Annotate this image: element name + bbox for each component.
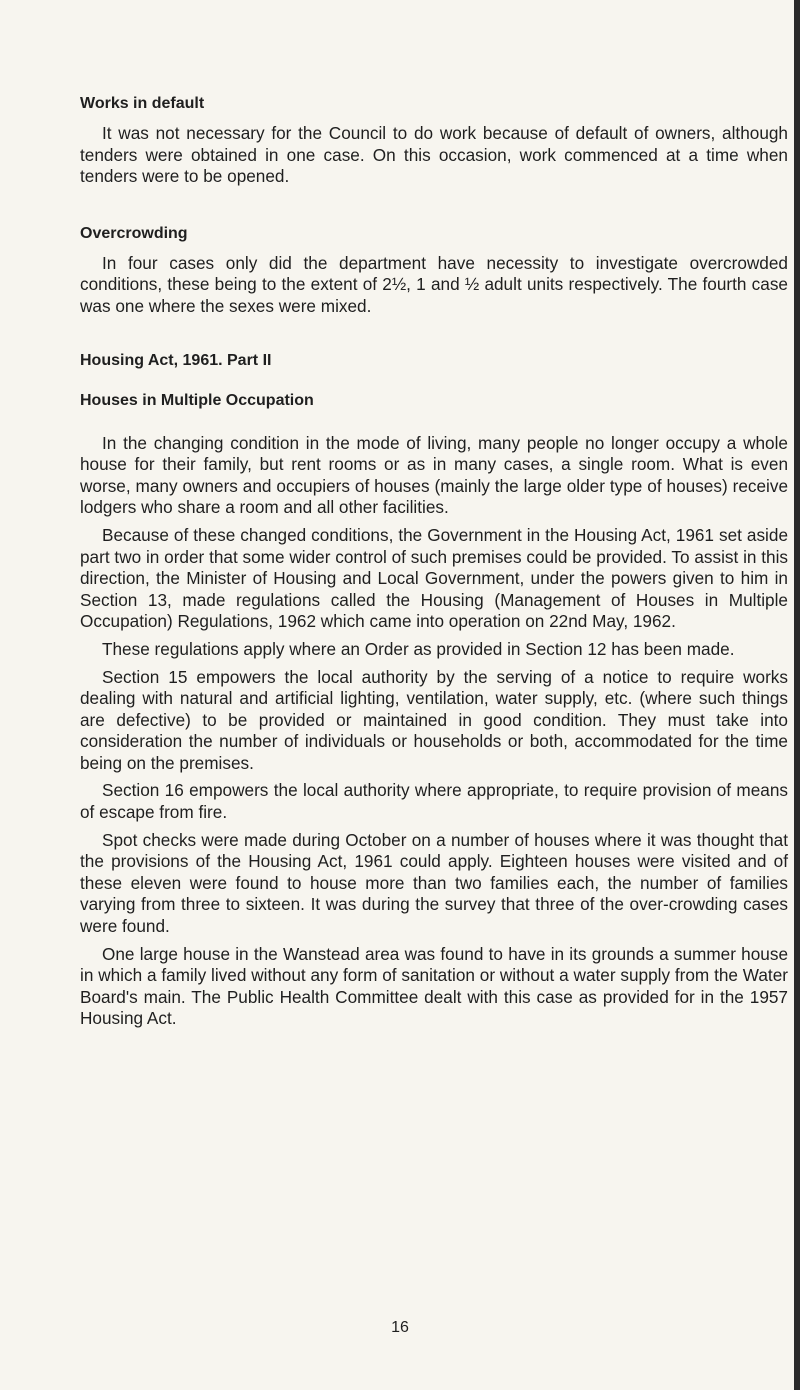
section-housing-act	[80, 351, 788, 1030]
heading-works-in-default: Works in default	[80, 95, 205, 112]
subheading-houses-multiple-occupation: Houses in Multiple Occupation	[80, 391, 314, 409]
section-overcrowding	[80, 224, 788, 318]
document-page	[80, 94, 788, 1030]
page-number: 16	[391, 1319, 409, 1336]
paragraph-housing-4: Section 15 empowers the local authority by the serving of a notice to require works dealing with natural and artificial lighting, ventilation, water supply, etc. (where such things are defective) to be provided or maintained in good condition. They must take into consideration the number of individuals or households or both, accommodated for the time being on the premises.	[80, 666, 788, 773]
paragraph-housing-2: Because of these changed conditions, the Government in the Housing Act, 1961 set aside part two in order that some wider control of such premises could be provided. To assist in this direction, the Minister of Housing and Local Government, under the powers given to him in Section 13, made regulations called the Housing (Management of Houses in Multiple Occupation) Regulations, 1962 which came into operation on 22nd May, 1962.	[80, 524, 788, 632]
paragraph-works-in-default: It was not necessary for the Council to do work because of default of owners, although tenders were obtained in one case. On this occasion, work commenced at a time when tenders were to be opened.	[80, 123, 788, 187]
heading-overcrowding: Overcrowding	[80, 224, 188, 242]
paragraph-housing-7: One large house in the Wanstead area was found to have in its grounds a summer house in which a family lived without any form of sanitation or without a water supply from the Water Board's main. The Public Health Committee dealt with this case as provided for in the 1957 Housing Act.	[80, 943, 788, 1029]
paragraph-housing-6: Spot checks were made during October on a number of houses where it was thought that the provisions of the Housing Act, 1961 could apply. Eighteen houses were visited and of these eleven were found to house more than two families each, the number of families varying from three to sixteen. It was during the survey that three of the over-crowding cases were found.	[80, 829, 788, 937]
paragraph-overcrowding: In four cases only did the department have necessity to investigate overcrowded conditions, these being to the extent of 2½, 1 and ½ adult units respectively. The fourth case was one where the sexes were mixed.	[80, 252, 788, 316]
page-edge-shadow	[794, 0, 800, 1390]
heading-housing-act: Housing Act, 1961. Part II	[80, 351, 272, 369]
paragraph-housing-5: Section 16 empowers the local authority where appropriate, to require provision of means of escape from fire.	[80, 780, 788, 823]
section-works-in-default	[80, 94, 788, 188]
paragraph-housing-1: In the changing condition in the mode of living, many people no longer occupy a whole house for their family, but rent rooms or as in many cases, a single room. What is even worse, many owners and occupiers of houses (mainly the large older type of houses) receive lodgers who share a room and all other facilities.	[80, 432, 788, 518]
paragraph-housing-3: These regulations apply where an Order as provided in Section 12 has been made.	[102, 638, 735, 659]
